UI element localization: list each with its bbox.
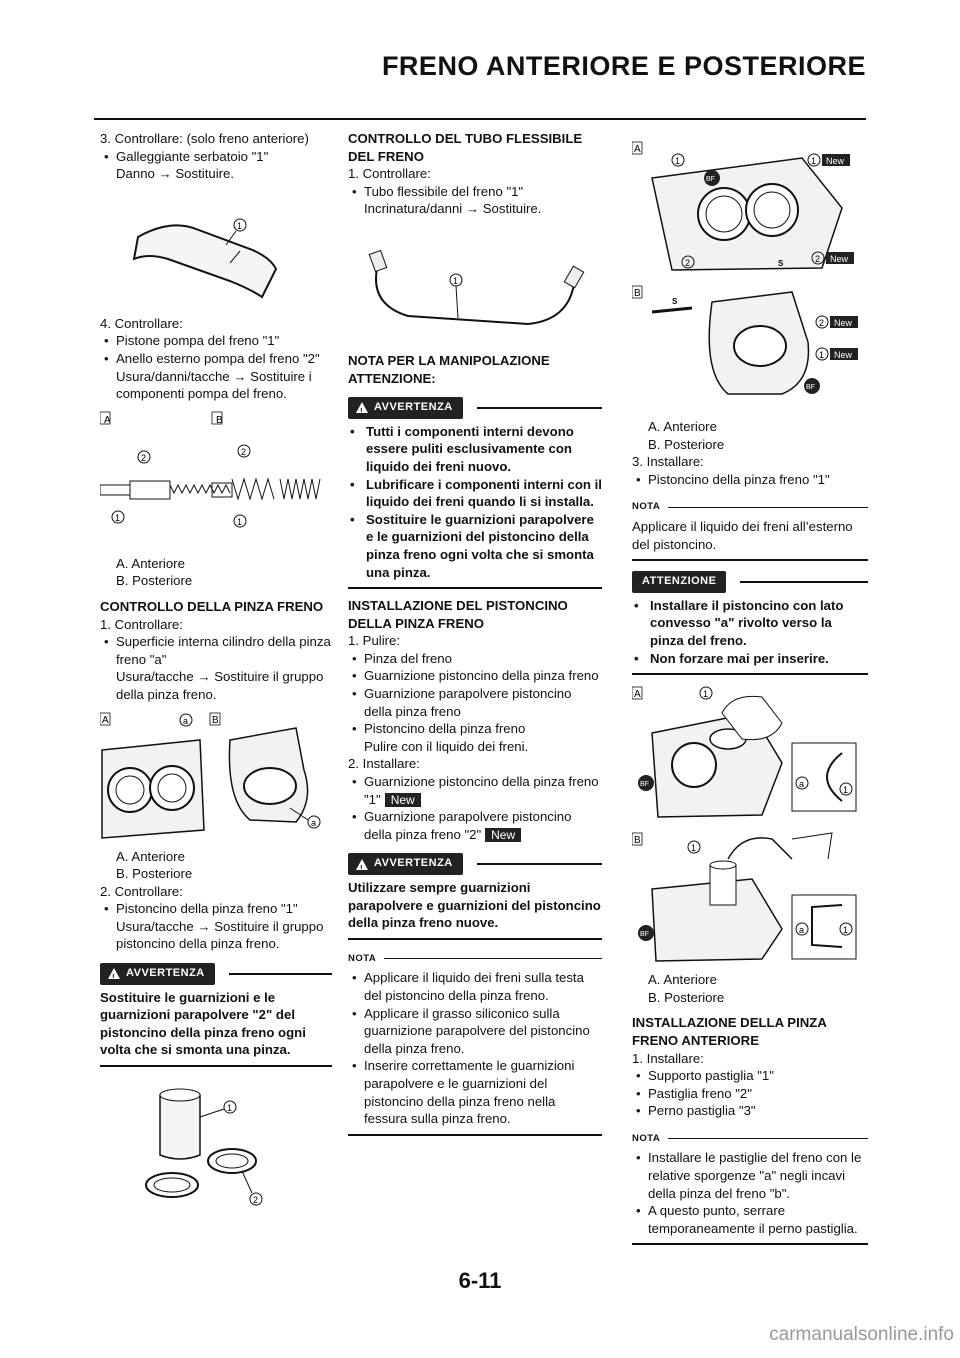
- note-bullet: • Applicare il liquido dei freni sulla testa del pistoncino della pinza freno.: [348, 969, 602, 1004]
- bullet: • Anello esterno pompa del freno "2": [100, 350, 332, 368]
- fig8-label-1b: 1: [843, 785, 849, 796]
- fig7-bf: BF: [806, 384, 815, 391]
- caption-b: B. Posteriore: [116, 866, 193, 882]
- caution-bar: [632, 571, 868, 593]
- bullet: • Superficie interna cilindro della pinza freno "a": [100, 633, 332, 668]
- section-heading: CONTROLLO DEL TUBO FLESSIBILE DEL FRENO: [348, 131, 583, 164]
- section-heading: NOTA PER LA MANIPOLAZIONE ATTENZIONE:: [348, 352, 550, 386]
- caption-b: B. Posteriore: [116, 573, 193, 589]
- warning-badge: [348, 853, 463, 875]
- caution-bullet: • Non forzare mai per inserire.: [632, 650, 868, 668]
- fig7-new-2: New: [834, 350, 853, 360]
- warning-bar: [348, 397, 602, 419]
- step-2: 2. Installare:: [348, 756, 420, 772]
- figure-rear-piston-install: [632, 829, 868, 965]
- fig8-label-a: a: [799, 779, 805, 790]
- bullet: • Pistoncino della pinza freno "1": [632, 471, 868, 489]
- caution-bullet: • Installare il pistoncino con lato convesso "a" rivolto verso la pinza del freno.: [632, 597, 868, 650]
- step-1: 1. Installare:: [632, 1050, 704, 1066]
- section-heading: INSTALLAZIONE DELLA PINZA FRENO ANTERIORE: [632, 1015, 827, 1048]
- fig2-label-2b: 2: [241, 446, 247, 457]
- fig7-s: S: [672, 297, 678, 306]
- caption-b: B. Posteriore: [648, 436, 725, 452]
- warning-bullet: • Sostituire le guarnizioni parapolvere e le guarnizioni del pistoncino della pinza freno ogni volta che si smonta una pinza.: [348, 511, 602, 581]
- result-text: Pulire con il liquido dei freni.: [364, 738, 529, 754]
- note-bullet: • Applicare il grasso siliconico sulla guarnizione parapolvere del pistoncino della pinza freno.: [348, 1005, 602, 1058]
- fig4-label-1: 1: [227, 1103, 233, 1114]
- column-left: [100, 130, 332, 1221]
- fig6-s: S: [778, 259, 784, 268]
- section-heading: CONTROLLO DELLA PINZA FRENO: [100, 598, 324, 614]
- bullet-text: Guarnizione parapolvere pistoncino della pinza freno "2": [364, 809, 572, 842]
- warning-label: AVVERTENZA: [374, 857, 453, 870]
- warning-text: Sostituire le guarnizioni e le guarnizioni parapolvere "2" del pistoncino della pinza freno ogni volta che si smonta una pinza.: [100, 989, 306, 1058]
- fig9-label-1b: 1: [843, 925, 849, 936]
- fig9-label-B: B: [634, 835, 641, 847]
- bullet: • Pistoncino della pinza freno: [348, 720, 602, 738]
- caption-a: A. Anteriore: [116, 555, 185, 571]
- step-4: 4. Controllare:: [100, 315, 183, 331]
- figure-master-cylinder-piston: [100, 409, 332, 549]
- fig6-label-A: A: [634, 144, 641, 155]
- bullet: • Galleggiante serbatoio "1": [100, 148, 332, 166]
- bullet: • Guarnizione parapolvere pistoncino della pinza freno: [348, 685, 602, 720]
- caption-a: A. Anteriore: [116, 848, 185, 864]
- fig7-label-2: 2: [819, 318, 825, 328]
- figure-front-piston-install: [632, 683, 868, 823]
- header-rule: [94, 118, 866, 120]
- bullet-with-new: [348, 808, 602, 843]
- warning-badge: [348, 397, 463, 419]
- figure-reservoir-float: [100, 189, 332, 309]
- result-text: Usura/tacche → Sostituire il gruppo della pinza freno.: [116, 669, 324, 702]
- caption-a: A. Anteriore: [648, 972, 717, 988]
- fig6-new-2: New: [830, 254, 849, 264]
- note-bullet: • A questo punto, serrare temporaneamente il perno pastiglia.: [632, 1202, 868, 1237]
- bullet: • Guarnizione pistoncino della pinza freno: [348, 667, 602, 685]
- warning-badge: [100, 963, 215, 985]
- fig2-label-1b: 1: [237, 516, 243, 527]
- warning-bar: [348, 853, 602, 875]
- warning-icon: [356, 402, 368, 413]
- bullet: • Pistoncino della pinza freno "1": [100, 900, 332, 918]
- step-1: 1. Controllare:: [348, 166, 431, 182]
- warning-bullet: • Lubrificare i componenti interni con il liquido dei freni quando li si installa.: [348, 476, 602, 511]
- figure-caliper-cylinder: [100, 710, 332, 842]
- note-bar: [632, 1130, 868, 1148]
- fig3-label-A: A: [102, 714, 109, 726]
- warning-icon: [108, 968, 120, 979]
- fig1-label-1: 1: [237, 220, 243, 231]
- fig3-label-B: B: [212, 714, 219, 726]
- step-3: 3. Controllare: (solo freno anteriore): [100, 131, 309, 146]
- result-text: Danno → Sostituire.: [116, 166, 235, 182]
- note-label: NOTA: [632, 501, 661, 513]
- fig9-bf: BF: [640, 931, 649, 939]
- fig6-label-2a: 2: [685, 258, 691, 268]
- result-text: Usura/tacche → Sostituire il gruppo pistoncino della pinza freno.: [116, 918, 324, 952]
- note-text: Applicare il liquido dei freni all’esterno del pistoncino.: [632, 518, 853, 552]
- warning-text: Utilizzare sempre guarnizioni parapolvere e guarnizioni del pistoncino della pinza freno nuove.: [348, 880, 601, 931]
- result-text: Usura/danni/tacche → Sostituire i componenti pompa del freno.: [116, 368, 312, 402]
- fig8-label-A: A: [634, 689, 641, 701]
- page-number: 6-11: [458, 1268, 502, 1293]
- warning-icon: [356, 859, 368, 870]
- fig7-label-1: 1: [819, 350, 825, 360]
- fig6-label-1a: 1: [675, 156, 681, 166]
- figure-front-caliper-seals: [632, 138, 868, 276]
- fig7-new-1: New: [834, 318, 853, 328]
- fig6-label-1b: 1: [811, 156, 817, 166]
- caution-label: ATTENZIONE: [642, 575, 717, 588]
- note-bullet: • Inserire correttamente le guarnizioni parapolvere e le guarnizioni del pistoncino della pinza freno nella fessura sulla pinza freno.: [348, 1057, 602, 1127]
- column-middle: [348, 130, 602, 1144]
- note-bar: [632, 498, 868, 516]
- step-1: 1. Pulire:: [348, 633, 401, 649]
- fig3-label-a: a: [183, 715, 189, 726]
- warning-bar: [100, 963, 332, 985]
- section-heading: INSTALLAZIONE DEL PISTONCINO DELLA PINZA FRENO: [348, 598, 568, 631]
- warning-bullet: • Tutti i componenti interni devono essere puliti esclusivamente con liquido dei freni nuovo.: [348, 423, 602, 476]
- watermark: carmanualsonline.info: [769, 1324, 954, 1345]
- fig8-label-1: 1: [703, 689, 709, 700]
- caption-b: B. Posteriore: [648, 989, 725, 1005]
- fig7-label-B: B: [634, 288, 641, 299]
- fig8-bf: BF: [640, 781, 649, 789]
- note-bullet: • Installare le pastiglie del freno con le relative sporgenze "a" negli incavi della pinza del freno "b".: [632, 1149, 868, 1202]
- step-3: 3. Installare:: [632, 454, 704, 470]
- fig2-label-B: B: [216, 414, 223, 426]
- note-label: NOTA: [348, 952, 377, 964]
- bullet-text: Guarnizione pistoncino della pinza freno "1": [364, 774, 599, 807]
- note-bar: [348, 950, 602, 968]
- fig5-label-1: 1: [453, 275, 459, 286]
- fig6-new-1: New: [826, 156, 845, 166]
- figure-rear-caliper-seals: [632, 282, 868, 412]
- fig3-label-a2: a: [311, 817, 317, 828]
- bullet: • Pastiglia freno "2": [632, 1085, 868, 1103]
- fig9-label-1: 1: [691, 843, 697, 854]
- bullet: • Perno pastiglia "3": [632, 1102, 868, 1120]
- fig9-label-a: a: [799, 925, 805, 936]
- new-badge: New: [385, 793, 421, 807]
- fig2-label-2a: 2: [141, 452, 147, 463]
- page-title: FRENO ANTERIORE E POSTERIORE: [381, 51, 866, 81]
- step-1: 1. Controllare:: [100, 616, 183, 632]
- new-badge: New: [485, 828, 521, 842]
- step-2: 2. Controllare:: [100, 883, 183, 899]
- bullet: • Tubo flessibile del freno "1": [348, 183, 602, 201]
- result-text: Incrinatura/danni → Sostituire.: [364, 201, 542, 217]
- warning-label: AVVERTENZA: [126, 967, 205, 980]
- figure-caliper-piston: [100, 1075, 332, 1215]
- note-label: NOTA: [632, 1132, 661, 1144]
- figure-brake-hose: [348, 224, 602, 344]
- fig2-label-A: A: [104, 414, 111, 426]
- fig2-label-1a: 1: [115, 512, 121, 523]
- fig4-label-2: 2: [253, 1195, 259, 1206]
- caption-a: A. Anteriore: [648, 419, 717, 434]
- fig6-bf: BF: [706, 176, 715, 183]
- warning-label: AVVERTENZA: [374, 401, 453, 414]
- bullet: • Pistone pompa del freno "1": [100, 332, 332, 350]
- bullet: • Supporto pastiglia "1": [632, 1067, 868, 1085]
- bullet-with-new: [348, 773, 602, 808]
- column-right: [632, 130, 868, 1253]
- caution-badge: [632, 571, 726, 593]
- fig6-label-2b: 2: [815, 254, 821, 264]
- bullet: • Pinza del freno: [348, 650, 602, 668]
